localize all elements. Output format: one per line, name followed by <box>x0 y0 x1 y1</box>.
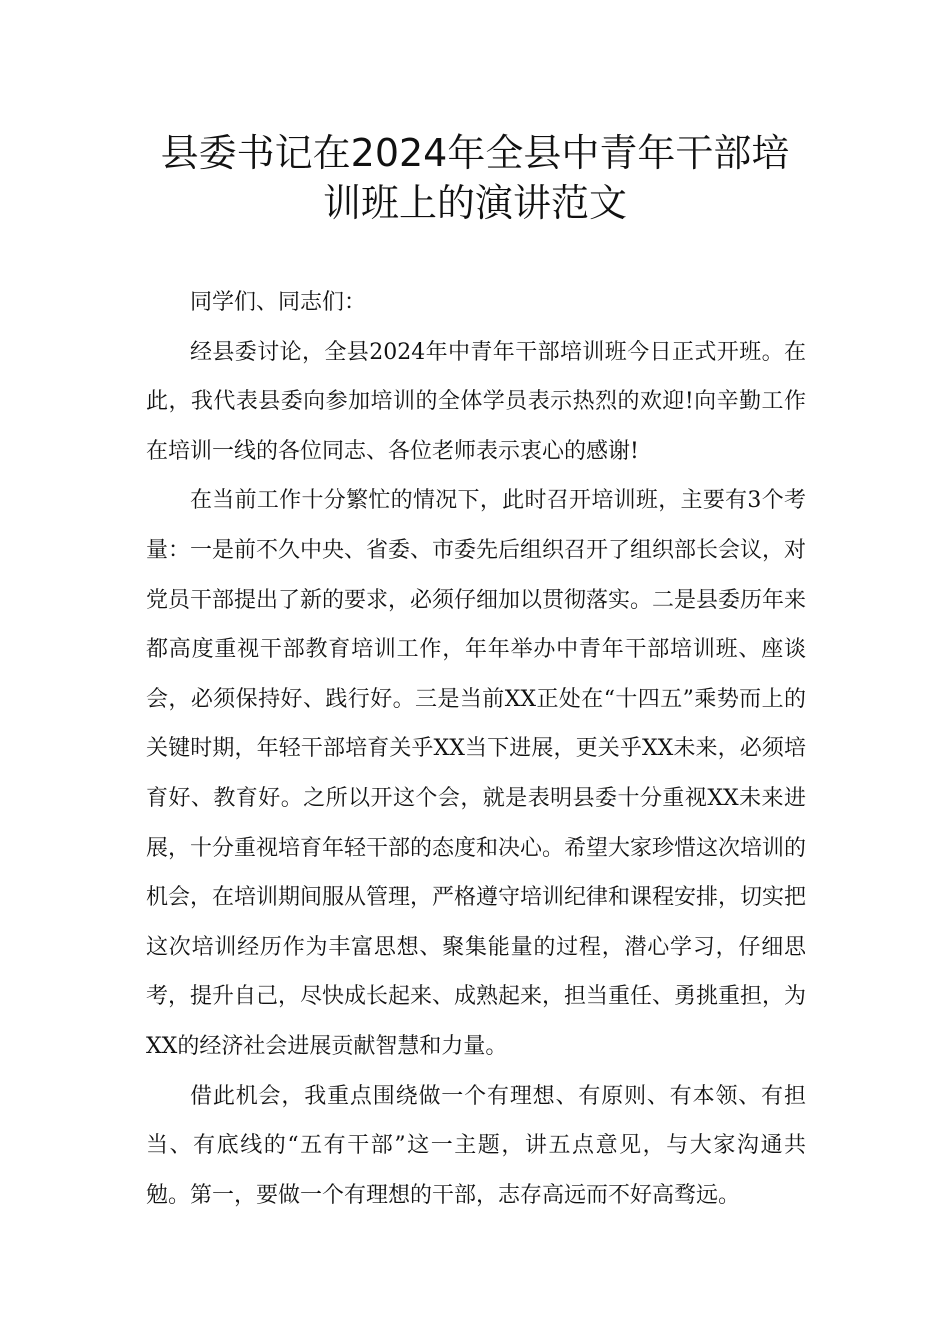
document-title <box>100 128 850 228</box>
document-body <box>146 278 806 1220</box>
paragraph-opening: 经县委讨论，全县2024年中青年干部培训班今日正式开班。在此，我代表县委向参加培训的全体学员表示热烈的欢迎!向辛勤工作在培训一线的各位同志、各位老师表示衷心的感谢! <box>146 339 806 464</box>
paragraph-five-points: 借此机会，我重点围绕做一个有理想、有原则、有本领、有担当、有底线的“五有干部”这一主题，讲五点意见，与大家沟通共勉。第一，要做一个有理想的干部，志存高远而不好高骛远。 <box>146 1083 806 1208</box>
title-line-1: 县委书记在2024年全县中青年干部培 <box>160 131 790 175</box>
title-line-2: 训班上的演讲范文 <box>322 181 627 225</box>
paragraph-considerations: 在当前工作十分繁忙的情况下，此时召开培训班，主要有3个考量：一是前不久中央、省委、市委先后组织召开了组织部长会议，对党员干部提出了新的要求，必须仔细加以贯彻落实。二是县委历年来都高度重视干部教育培训工作，年年举办中青年干部培训班、座谈会，必须保持好、践行好。三是当前XX正处在“十四五”乘势而上的关键时期，年轻干部培育关乎XX当下进展，更关乎XX未来，必须培育好、教育好。之所以开这个会，就是表明县委十分重视XX未来进展，十分重视培育年轻干部的态度和决心。希望大家珍惜这次培训的机会，在培训期间服从管理，严格遵守培训纪律和课程安排，切实把这次培训经历作为丰富思想、聚集能量的过程，潜心学习，仔细思考，提升自己，尽快成长起来、成熟起来，担当重任、勇挑重担，为XX的经济社会进展贡献智慧和力量。 <box>146 488 807 1059</box>
salutation: 同学们、同志们： <box>190 290 367 315</box>
